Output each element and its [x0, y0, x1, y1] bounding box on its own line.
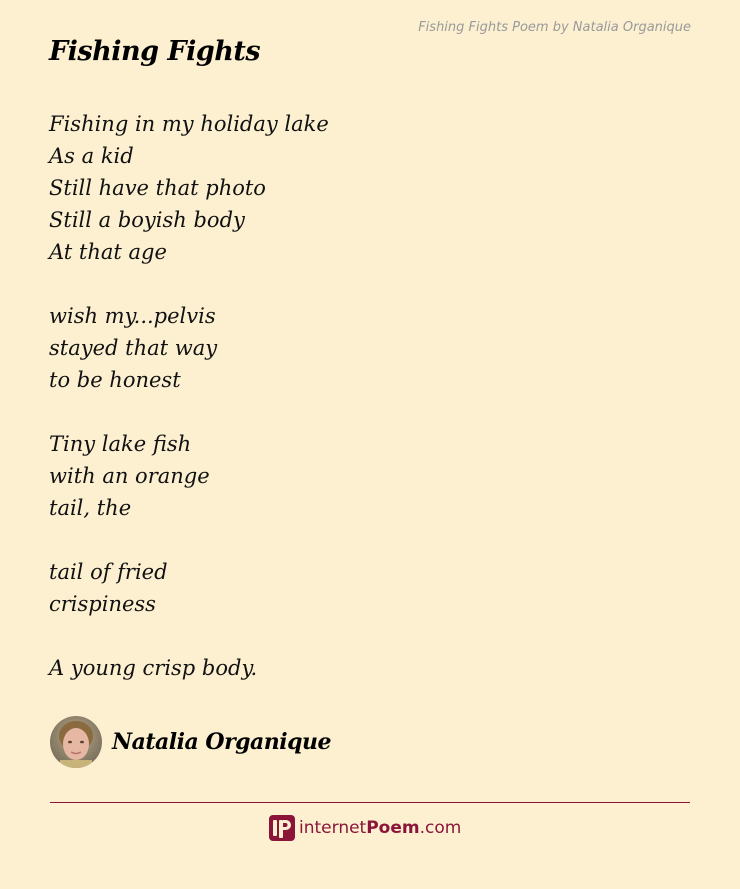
author-name[interactable]: Natalia Organique	[112, 729, 332, 755]
site-logo-link[interactable]	[269, 814, 461, 842]
poem-line: with an orange	[49, 464, 210, 488]
site-logo-text	[299, 818, 461, 838]
poem-line: tail of fried	[49, 560, 168, 584]
stanza	[49, 652, 329, 684]
poem-body	[49, 108, 329, 684]
stanza	[49, 556, 329, 620]
poem-line: At that age	[49, 240, 167, 264]
stanza	[49, 108, 329, 268]
poem-line: As a kid	[49, 144, 134, 168]
logo-part-internet: internet	[299, 818, 367, 838]
author-row[interactable]	[50, 716, 331, 768]
author-avatar[interactable]	[50, 716, 102, 768]
stanza	[49, 300, 329, 396]
poem-title: Fishing Fights	[49, 36, 261, 67]
poem-line: A young crisp body.	[49, 656, 258, 680]
poem-line: Tiny lake fish	[49, 432, 192, 456]
poem-line: to be honest	[49, 368, 181, 392]
poem-line: Still have that photo	[49, 176, 266, 200]
poem-line: tail, the	[49, 496, 132, 520]
footer-divider	[50, 802, 690, 803]
logo-part-com: .com	[419, 818, 462, 838]
poem-line: wish my...pelvis	[49, 304, 216, 328]
poem-line: Still a boyish body	[49, 208, 245, 232]
poem-line: stayed that way	[49, 336, 218, 360]
poem-line: Fishing in my holiday lake	[49, 112, 329, 136]
ip-logo-icon	[269, 815, 295, 841]
logo-part-poem: Poem	[366, 818, 420, 838]
author-photo-icon	[50, 716, 102, 768]
poem-credit: Fishing Fights Poem by Natalia Organique	[418, 20, 691, 35]
stanza	[49, 428, 329, 524]
poem-line: crispiness	[49, 592, 156, 616]
